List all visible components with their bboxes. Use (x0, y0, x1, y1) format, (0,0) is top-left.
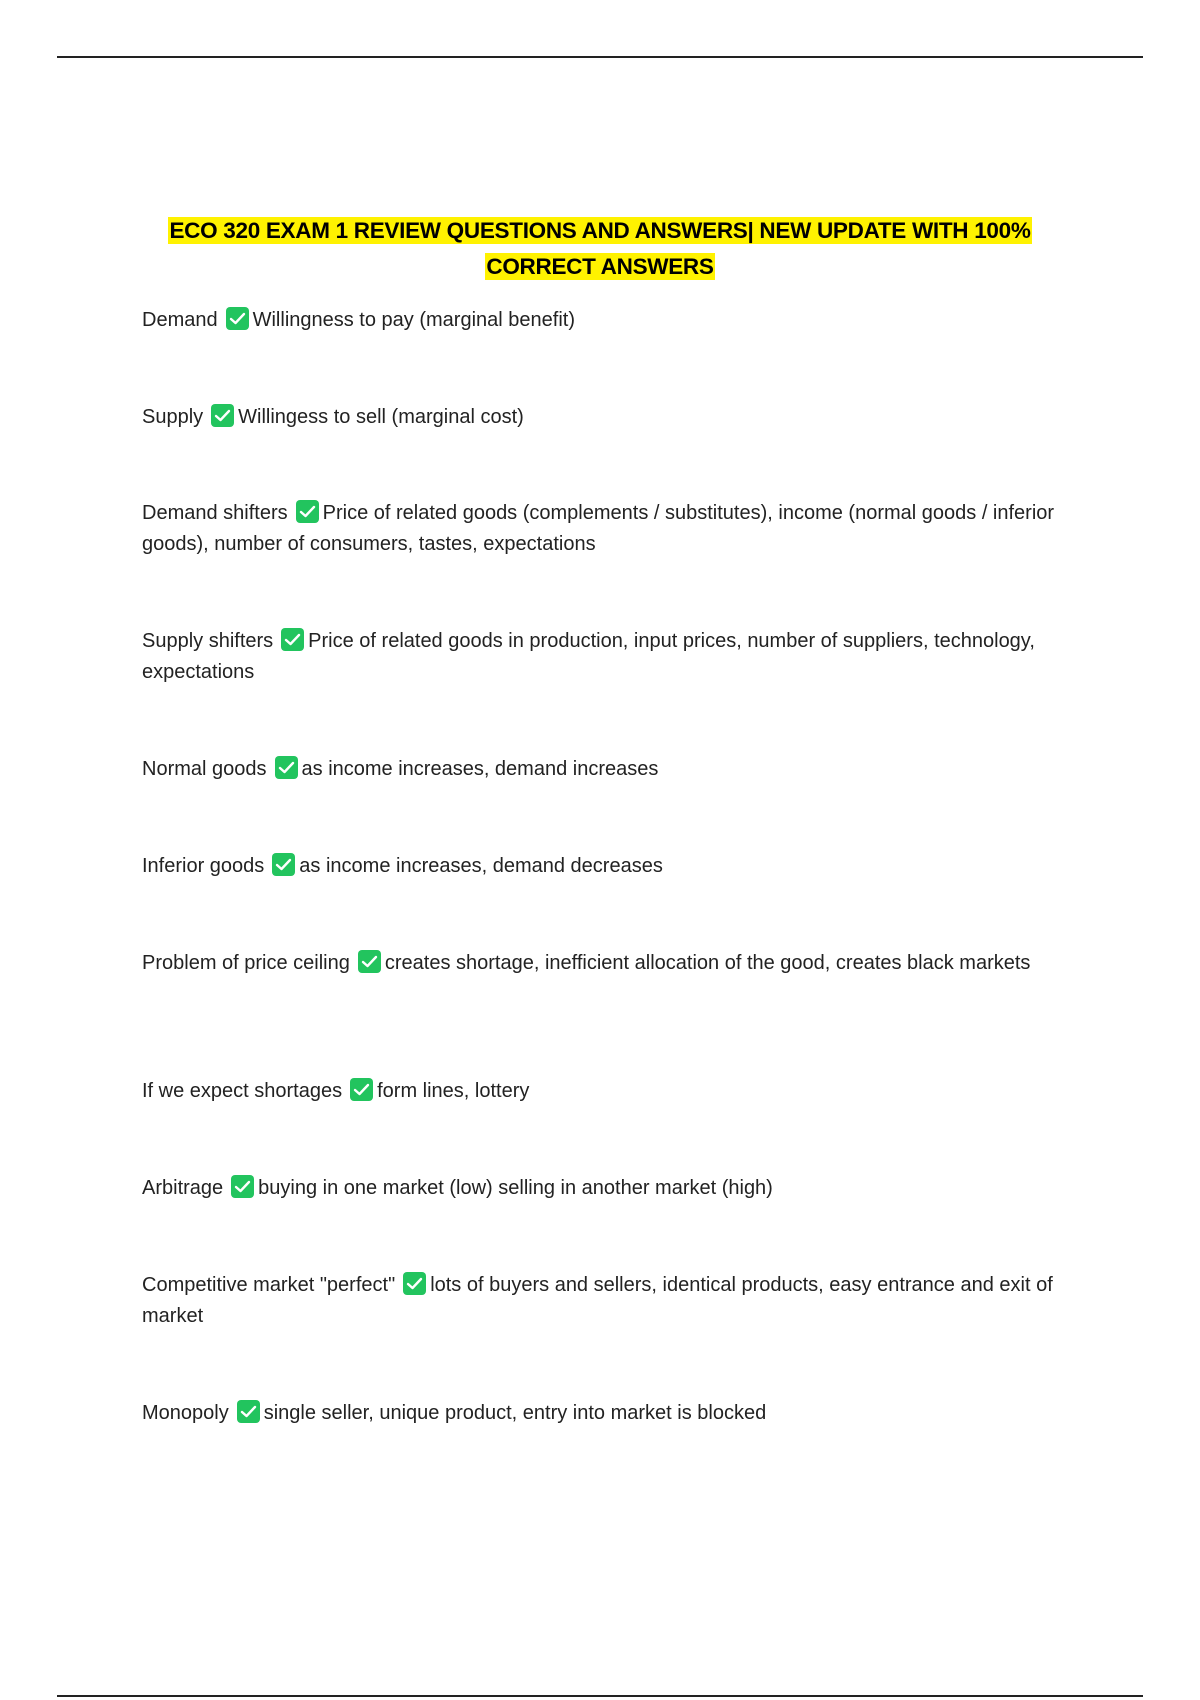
check-mark-icon (226, 307, 249, 330)
qa-answer: Price of related goods (complements / substitutes), income (normal goods / inferior goods), number of consumers, tastes, expectations (142, 502, 1055, 555)
qa-term: Supply shifters (142, 630, 274, 652)
check-mark-icon (231, 1175, 254, 1198)
title-highlight: ECO 320 EXAM 1 REVIEW QUESTIONS AND ANSWERS| NEW UPDATE WITH 100% CORRECT ANSWERS (169, 218, 1031, 279)
qa-item-competitive-market (142, 1270, 1072, 1332)
qa-answer: Willingness to pay (marginal benefit) (252, 309, 575, 331)
qa-answer: buying in one market (low) selling in another market (high) (258, 1177, 773, 1199)
check-mark-icon (211, 404, 234, 427)
qa-item-normal-goods (142, 754, 1072, 785)
qa-answer: lots of buyers and sellers, identical products, easy entrance and exit of market (142, 1274, 1053, 1327)
qa-term: Monopoly (142, 1402, 229, 1424)
qa-item-price-ceiling (142, 948, 1072, 979)
qa-item-supply (142, 402, 1072, 433)
footer-rule (57, 1695, 1143, 1697)
check-mark-icon (275, 756, 298, 779)
qa-item-inferior-goods (142, 851, 1072, 882)
qa-term: If we expect shortages (142, 1080, 343, 1102)
page-title (130, 213, 1070, 285)
check-mark-icon (358, 950, 381, 973)
qa-answer: single seller, unique product, entry into market is blocked (263, 1402, 767, 1424)
qa-term: Problem of price ceiling (142, 952, 350, 974)
qa-item-expect-shortages (142, 1076, 1072, 1107)
qa-answer: as income increases, demand decreases (299, 855, 663, 877)
check-mark-icon (281, 628, 304, 651)
qa-term: Supply (142, 406, 204, 428)
qa-term: Demand (142, 309, 218, 331)
check-mark-icon (403, 1272, 426, 1295)
qa-answer: Price of related goods in production, input prices, number of suppliers, technology, expectations (142, 630, 1035, 683)
qa-answer: form lines, lottery (377, 1080, 530, 1102)
qa-answer: Willingess to sell (marginal cost) (238, 406, 524, 428)
qa-answer: creates shortage, inefficient allocation of the good, creates black markets (384, 952, 1031, 974)
qa-answer: as income increases, demand increases (301, 758, 659, 780)
qa-term: Normal goods (142, 758, 267, 780)
check-mark-icon (237, 1400, 260, 1423)
qa-term: Arbitrage (142, 1177, 224, 1199)
qa-item-demand-shifters (142, 498, 1072, 560)
check-mark-icon (350, 1078, 373, 1101)
qa-term: Inferior goods (142, 855, 265, 877)
qa-term: Demand shifters (142, 502, 288, 524)
qa-item-arbitrage (142, 1173, 1072, 1204)
header-rule (57, 56, 1143, 58)
qa-item-monopoly (142, 1398, 1072, 1429)
qa-item-demand (142, 305, 1072, 336)
qa-term: Competitive market "perfect" (142, 1274, 396, 1296)
check-mark-icon (296, 500, 319, 523)
check-mark-icon (272, 853, 295, 876)
qa-item-supply-shifters (142, 626, 1072, 688)
